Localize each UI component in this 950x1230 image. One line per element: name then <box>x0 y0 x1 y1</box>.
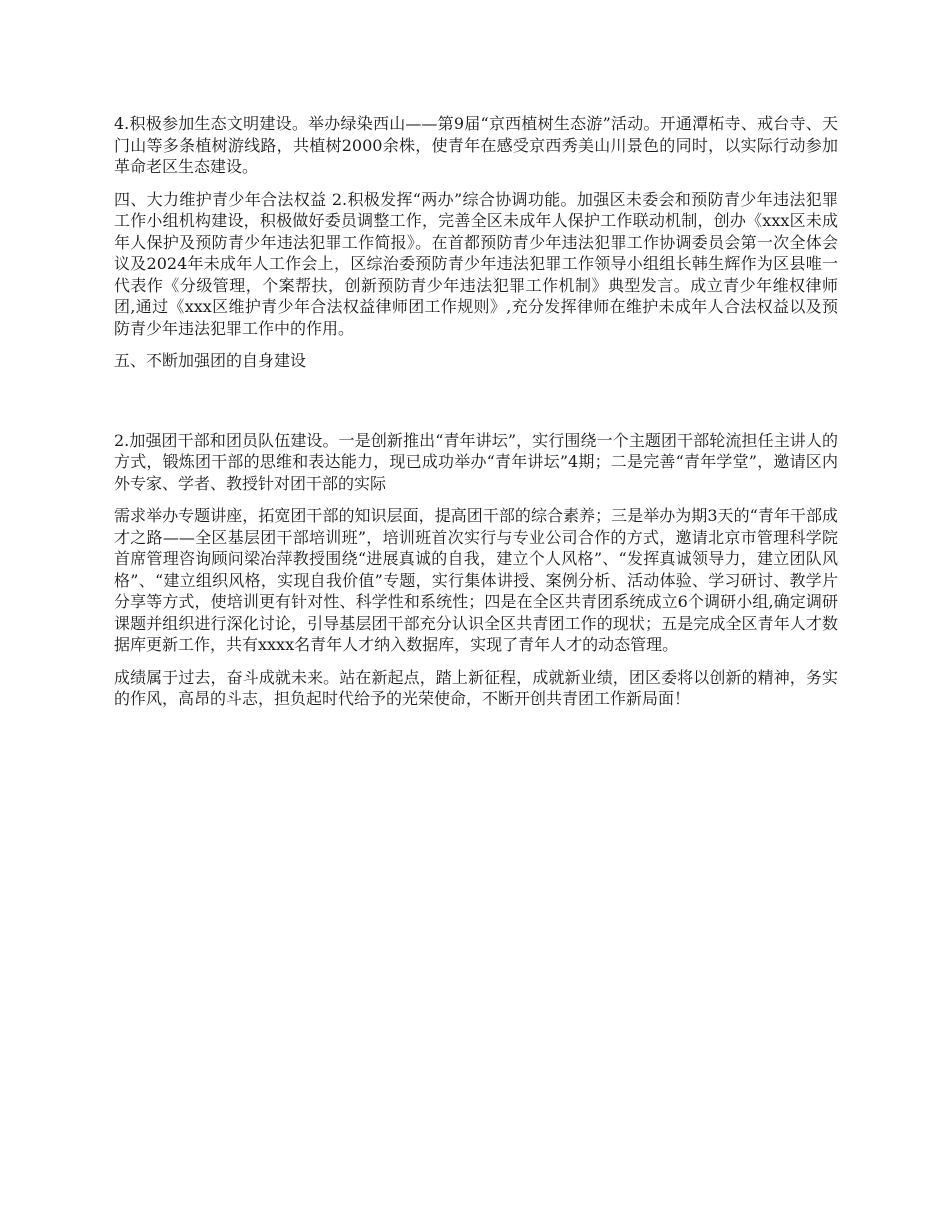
paragraph-cadre-building: 2.加强团干部和团员队伍建设。一是创新推出“青年讲坛”，实行围绕一个主题团干部轮流担任主讲人的方式，锻炼团干部的思维和表达能力，现已成功举办“青年讲坛”4期；二是完善“青年学堂”，邀请区内外专家、学者、教授针对团干部的实际 <box>114 430 838 493</box>
paragraph-training-details: 需求举办专题讲座，拓宽团干部的知识层面，提高团干部的综合素养；三是举办为期3天的“青年干部成才之路——全区基层团干部培训班”，培训班首次实行与专业公司合作的方式，邀请北京市管理科学院首席管理咨询顾问梁冶萍教授围绕“进展真诚的自我，建立个人风格”、“发挥真诚领导力，建立团队风格”、“建立组织风格，实现自我价值”专题，实行集体讲授、案例分析、活动体验、学习研讨、教学片分享等方式，使培训更有针对性、科学性和系统性；四是在全区共青团系统成立6个调研小组,确定调研课题并组织进行深化讨论，引导基层团干部充分认识全区共青团工作的现状；五是完成全区青年人才数据库更新工作，共有xxxx名青年人才纳入数据库，实现了青年人才的动态管理。 <box>114 506 838 654</box>
paragraph-youth-rights: 四、大力维护青少年合法权益 2.积极发挥“两办”综合协调功能。加强区未委会和预防青少年违法犯罪工作小组机构建设，积极做好委员调整工作，完善全区未成年人保护工作联动机制，创办《xxx区未成年人保护及预防青少年违法犯罪工作简报》。在首都预防青少年违法犯罪工作协调委员会第一次全体会议及2024年未成年人工作会上，区综治委预防青少年违法犯罪工作领导小组组长韩生辉作为区县唯一代表作《分级管理，个案帮扶，创新预防青少年违法犯罪工作机制》典型发言。成立青少年维权律师团,通过《xxx区维护青少年合法权益律师团工作规则》,充分发挥律师在维护未成年人合法权益以及预防青少年违法犯罪工作中的作用。 <box>114 189 838 338</box>
document-body <box>114 113 838 721</box>
section-heading-self-building: 五、不断加强团的自身建设 <box>114 351 307 370</box>
paragraph-eco-construction: 4.积极参加生态文明建设。举办绿染西山——第9届“京西植树生态游”活动。开通潭柘寺、戒台寺、天门山等多条植树游线路，共植树2000余株，使青年在感受京西秀美山川景色的同时，以实际行动参加革命老区生态建设。 <box>114 114 838 176</box>
paragraph-conclusion: 成绩属于过去，奋斗成就未来。站在新起点，踏上新征程，成就新业绩，团区委将以创新的精神，务实的作风，高昂的斗志，担负起时代给予的光荣使命，不断开创共青团工作新局面！ <box>114 667 838 708</box>
blank-gap <box>114 383 838 430</box>
